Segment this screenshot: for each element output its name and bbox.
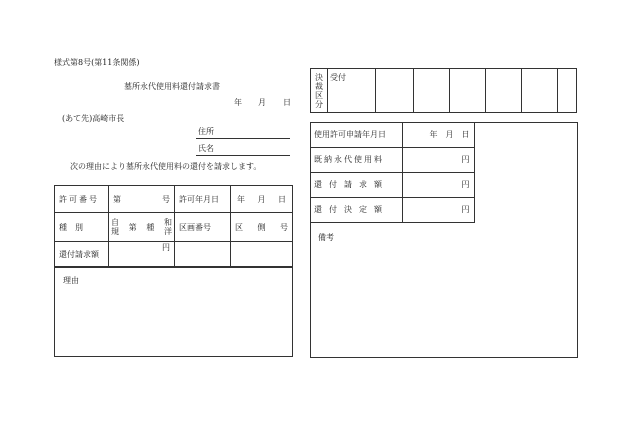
section-number-label: 区画番号	[175, 213, 231, 242]
address-field[interactable]	[196, 138, 290, 139]
decision-cell-5[interactable]	[522, 69, 558, 113]
blank-cell-1	[175, 242, 231, 268]
permit-date-label: 許可年月日	[175, 186, 231, 213]
row-refund-decision-value[interactable]: 円	[402, 197, 474, 222]
permit-number-label: 許可番号	[55, 186, 109, 213]
decision-cell-4[interactable]	[486, 69, 522, 113]
reason-box[interactable]	[54, 266, 293, 357]
name-label: 氏名	[198, 144, 214, 153]
decision-table	[310, 68, 577, 113]
permit-number-cell[interactable]: 第 号	[109, 186, 175, 213]
row-paid-fee-value[interactable]: 円	[402, 147, 474, 172]
permit-table	[54, 185, 293, 268]
row-refund-request-label: 還付請求額	[310, 172, 402, 197]
decision-cell-1[interactable]	[376, 69, 414, 113]
row-application-date-label: 使用許可申請年月日	[310, 122, 402, 147]
date-year: 年	[234, 98, 242, 107]
address-label: 住所	[198, 127, 214, 136]
name-field[interactable]	[196, 155, 290, 156]
row-refund-request-value[interactable]: 円	[402, 172, 474, 197]
permit-date-cell[interactable]: 年 月 日	[231, 186, 293, 213]
decision-label: 決 裁 区 分	[311, 69, 328, 113]
section-number-cell[interactable]: 区 側 号	[231, 213, 293, 242]
row-application-date-value[interactable]: 年 月 日	[402, 122, 474, 147]
addressee: (あて先)高崎市長	[62, 114, 125, 123]
decision-cell-2[interactable]	[414, 69, 450, 113]
type-cell[interactable]: 自 規 第 種 和 洋	[109, 213, 175, 242]
refund-amount-label: 還付請求額	[55, 242, 109, 268]
refund-amount-cell[interactable]: 円	[109, 242, 175, 268]
reason-label: 理由	[63, 276, 79, 285]
received-cell[interactable]: 受付	[328, 69, 376, 113]
form-title: 墓所永代使用料還付請求書	[124, 82, 220, 91]
decision-cell-3[interactable]	[450, 69, 486, 113]
type-label: 種 別	[55, 213, 109, 242]
row-refund-decision-label: 還付決定額	[310, 197, 402, 222]
date-month: 月	[258, 98, 266, 107]
decision-cell-6[interactable]	[558, 69, 577, 113]
date-day: 日	[283, 98, 291, 107]
row-paid-fee-label: 既納永代使用料	[310, 147, 402, 172]
intro-text: 次の理由により墓所永代使用料の還付を請求します。	[70, 162, 262, 171]
form-number: 様式第8号(第11条関係)	[54, 58, 140, 67]
remarks-label: 備考	[318, 233, 334, 242]
blank-cell-2	[231, 242, 293, 268]
refund-detail-table	[310, 122, 475, 223]
